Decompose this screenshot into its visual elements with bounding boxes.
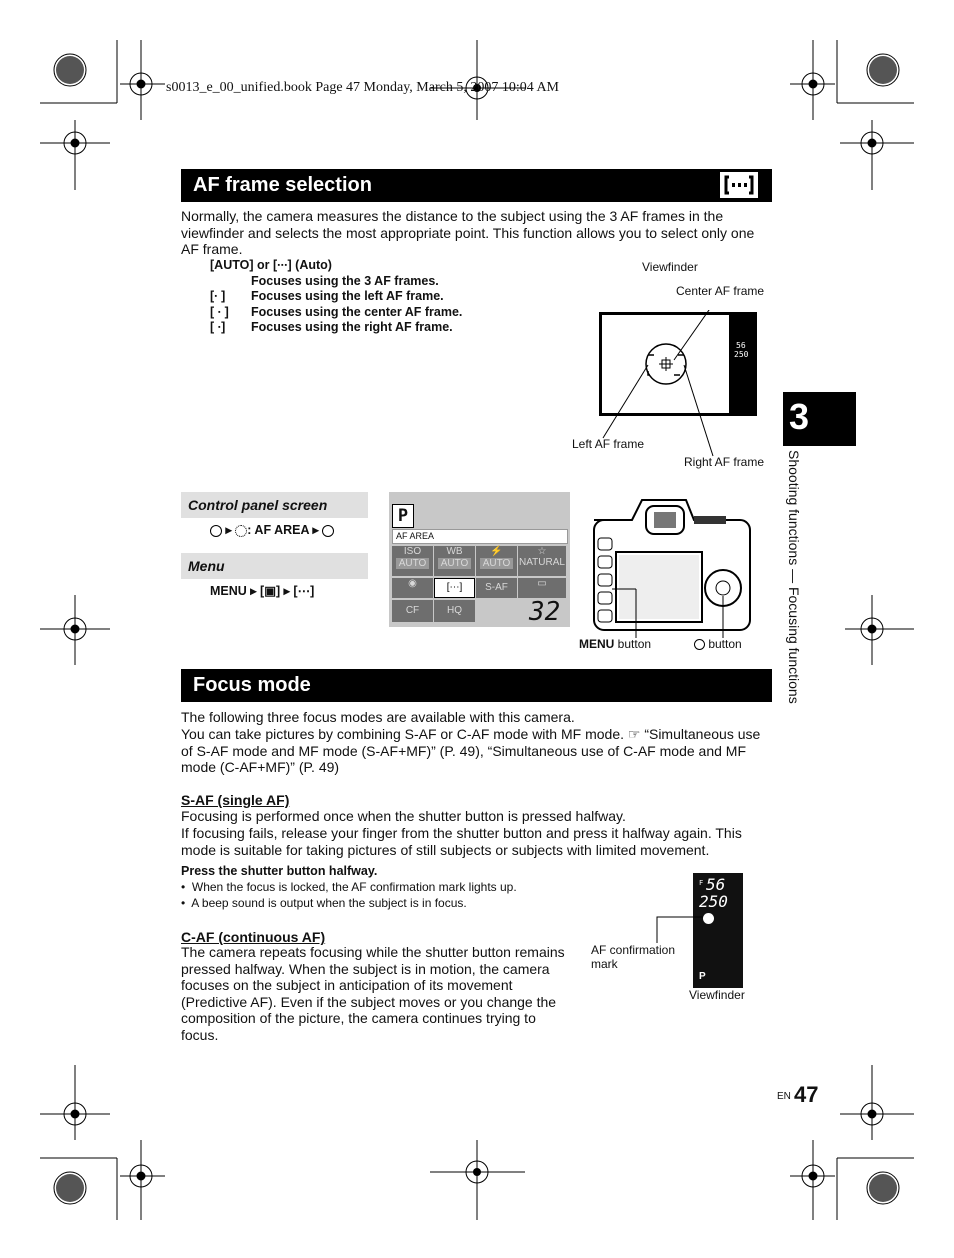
arrow-right-icon: ▸	[250, 584, 257, 598]
menu-path: MENU ▸ [▣] ▸ [⋯]	[210, 584, 315, 598]
chapter-title-vertical: Shooting functions — Focusing functions	[786, 450, 802, 704]
flash-icon: ⚡	[490, 546, 503, 557]
quality-cell: HQ	[434, 600, 475, 622]
lang-label: EN	[777, 1091, 791, 1102]
focus-mode-cell: S-AF	[476, 578, 517, 598]
list-item: • A beep sound is output when the subject is in focus.	[181, 895, 467, 910]
menu-button-label: MENU button	[579, 637, 652, 651]
file-info: s0013_e_00_unified.book Page 47 Monday, March 5, 2007 10:04 AM	[166, 80, 559, 95]
option-auto-desc: Focuses using the 3 AF frames.	[251, 274, 439, 288]
arrow-right-icon: ▸	[283, 584, 290, 598]
caf-title: C-AF (continuous AF)	[181, 929, 326, 945]
card-cell: CF	[392, 600, 433, 622]
flash-cell: ⚡ AUTO	[476, 546, 517, 576]
metering-cell	[392, 578, 433, 598]
confirm-leader-line	[655, 915, 705, 945]
left-af-label: Left AF frame	[572, 437, 645, 451]
saf-title: S-AF (single AF)	[181, 792, 290, 808]
ok-button-label: button	[694, 637, 742, 651]
section-title: AF frame selection	[193, 174, 372, 196]
drive-cell	[518, 578, 566, 598]
f-label: F	[699, 879, 704, 887]
person-icon: ☆	[537, 546, 547, 557]
control-panel-heading: Control panel screen	[181, 492, 368, 518]
control-panel-lcd	[389, 492, 570, 627]
af-frame-icon	[720, 172, 758, 198]
option-center-desc: Focuses using the center AF frame.	[251, 305, 463, 319]
caf-p: The camera repeats focusing while the shutter button remains pressed halfway. When the subject is in motion, the camera focuses on the subject in anticipation of its movement (Predictive AF). Even if the subject moves or you change the composition of the picture, the camera continues trying to focus.	[181, 944, 565, 1043]
press-title: Press the shutter button halfway.	[181, 864, 378, 878]
lcd-title: AF AREA	[392, 529, 568, 544]
viewfinder-diagram	[598, 310, 760, 460]
viewfinder-label: Viewfinder	[642, 260, 698, 274]
af-frame-icon: [⋯]	[446, 582, 463, 593]
dial-icon	[235, 525, 247, 537]
saf-p2: If focusing fails, release your finger from the shutter button and press it halfway again. This mode is suitable for taking pictures of still subjects or subjects with limited movement.	[181, 825, 742, 858]
viewfinder-label: Viewfinder	[689, 988, 745, 1002]
option-right-desc: Focuses using the right AF frame.	[251, 320, 453, 334]
arrow-right-icon: ▸	[312, 523, 319, 537]
ok-icon	[694, 639, 705, 650]
option-right: [ ∙]	[210, 320, 226, 334]
page-number: 47	[794, 1082, 819, 1107]
chapter-tab: 3	[783, 392, 856, 446]
option-center: [ ∙ ]	[210, 305, 229, 319]
section-title-bar	[181, 169, 772, 202]
ok-icon	[210, 525, 222, 537]
aperture-value: 56	[706, 875, 726, 894]
right-af-label: Right AF frame	[684, 455, 765, 469]
bullet-list	[181, 880, 517, 911]
option-left-desc: Focuses using the left AF frame.	[251, 289, 444, 303]
section-title-bar	[181, 669, 772, 702]
mode-indicator: P	[392, 504, 414, 528]
af-frame-icon: ⋯	[297, 584, 311, 598]
option-auto: [AUTO] or [∙∙∙] (Auto)	[210, 258, 332, 272]
control-panel-path: ▸ : AF AREA ▸	[210, 523, 334, 539]
svg-text:250: 250	[734, 350, 749, 359]
metering-icon: ◉	[408, 578, 417, 589]
ok-icon	[322, 525, 334, 537]
section1-intro: Normally, the camera measures the distance to the subject using the 3 AF frames in the viewfinder and selects the most appropriate point. This function allows you to select only one AF frame.	[181, 208, 755, 257]
option-left: [∙ ]	[210, 289, 226, 303]
svg-text:56: 56	[736, 341, 746, 350]
picture-mode-cell: ☆ NATURAL	[518, 546, 566, 576]
center-af-label: Center AF frame	[676, 284, 765, 298]
list-item: • When the focus is locked, the AF confirmation mark lights up.	[181, 880, 517, 894]
wb-cell: WB AUTO	[434, 546, 475, 576]
single-frame-icon: ▭	[537, 578, 547, 589]
section2-intro2: You can take pictures by combining S-AF or C-AF mode with MF mode. ☞ “Simultaneous use of S-AF mode and MF mode (S-AF+MF)” (P. 49), “Simultaneous use of C-AF mode and MF mode (C-AF+MF)” (P. 49)	[181, 726, 761, 775]
mode-indicator: P	[699, 971, 706, 982]
section2-intro1: The following three focus modes are available with this camera.	[181, 709, 575, 725]
camera-back-illustration	[584, 490, 754, 638]
arrow-right-icon: ▸	[225, 523, 232, 537]
saf-p1: Focusing is performed once when the shutter button is pressed halfway.	[181, 808, 626, 824]
menu-heading: Menu	[181, 553, 368, 579]
camera-menu-icon: ▣	[264, 584, 277, 598]
iso-cell: ISO AUTO	[392, 546, 433, 576]
af-area-cell-selected	[434, 578, 475, 598]
confirm-label: AF confirmation mark	[591, 943, 676, 971]
section-title: Focus mode	[193, 674, 311, 696]
shots-remaining: 32	[529, 597, 561, 627]
shutter-value: 250	[699, 892, 728, 911]
